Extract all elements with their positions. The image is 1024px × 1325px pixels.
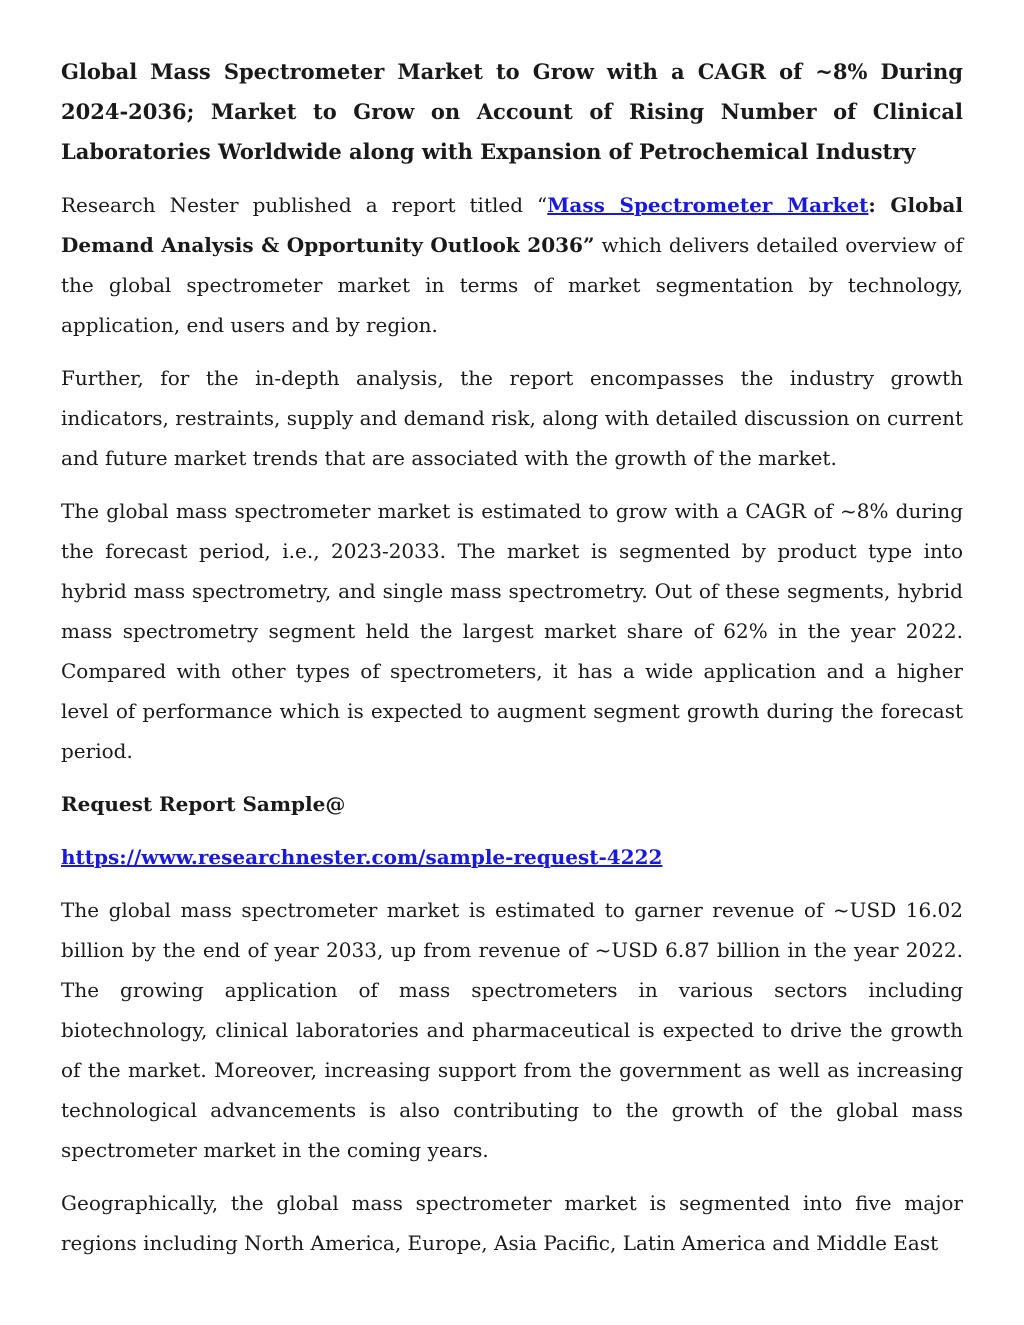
intro-rest: which delivers detailed overview of the global spectrometer market in terms of market segmentation by technology, application, end users and by region. bbox=[61, 233, 963, 337]
geography-paragraph: Geographically, the global mass spectrometer market is segmented into five major regions including North America, Europe, Asia Pacific, Latin America and Middle East bbox=[61, 1191, 963, 1255]
report-title: : Global Demand Analysis & Opportunity Outlook 2036” bbox=[61, 193, 963, 257]
cagr-paragraph: The global mass spectrometer market is estimated to grow with a CAGR of ~8% during the forecast period, i.e., 2023-2033. The market is segmented by product type into hybrid mass spectrometry, and single mass spectrometry. Out of these segments, hybrid mass spectrometry segment held the largest market share of 62% in the year 2022. Compared with other types of spectrometers, it has a wide application and a higher level of performance which is expected to augment segment growth during the forecast period. bbox=[61, 499, 963, 763]
intro-lead: Research Nester published a report titled “ bbox=[61, 193, 548, 217]
revenue-paragraph: The global mass spectrometer market is estimated to garner revenue of ~USD 16.02 billion by the end of year 2033, up from revenue of ~USD 6.87 billion in the year 2022. The growing application of mass spectrometers in various sectors including biotechnology, clinical laboratories and pharmaceutical is expected to drive the growth of the market. Moreover, increasing support from the government as well as increasing technological advancements is also contributing to the growth of the global mass spectrometer market in the coming years. bbox=[61, 898, 963, 1162]
intro-paragraph bbox=[61, 185, 963, 345]
request-sample-label: Request Report Sample@ bbox=[61, 792, 346, 816]
request-sample-row bbox=[61, 837, 963, 877]
document-title: Global Mass Spectrometer Market to Grow with a CAGR of ~8% During 2024-2036; Market to Grow on Account of Rising Number of Clinical Laboratories Worldwide along with Expansion of Petrochemical Industry bbox=[61, 59, 963, 164]
report-link[interactable]: Mass Spectrometer Market bbox=[547, 193, 869, 217]
request-sample-link[interactable]: https://www.researchnester.com/sample-request-4222 bbox=[61, 845, 663, 869]
analysis-paragraph: Further, for the in-depth analysis, the report encompasses the industry growth indicators, restraints, supply and demand risk, along with detailed discussion on current and future market trends that are associated with the growth of the market. bbox=[61, 366, 963, 470]
document-page bbox=[61, 52, 963, 1276]
